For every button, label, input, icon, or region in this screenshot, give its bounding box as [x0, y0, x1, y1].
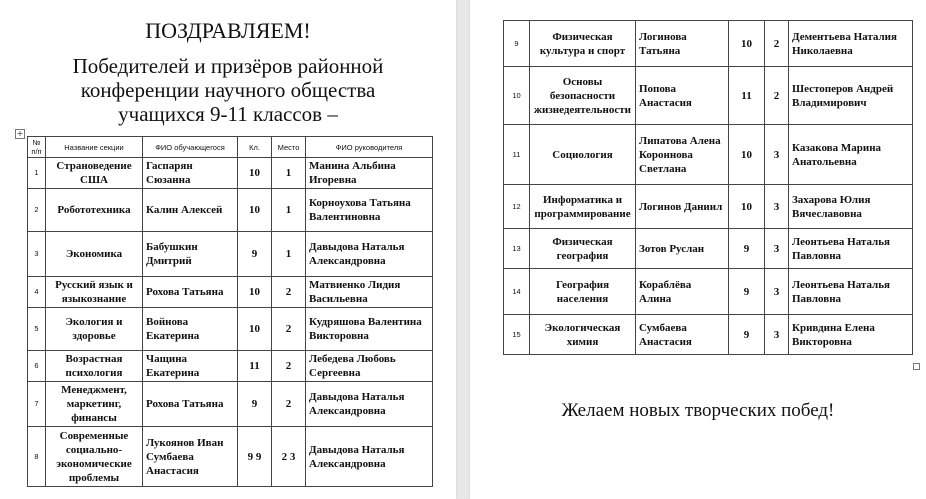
cell-section: Основы безопасности жизнедеятельности — [530, 67, 636, 125]
cell-section: Менеджмент, маркетинг, финансы — [46, 382, 143, 427]
cell-leader: Казакова Марина Анатольевна — [789, 125, 913, 185]
cell-num: 5 — [28, 308, 46, 351]
cell-student: Зотов Руслан — [636, 229, 729, 269]
cell-grade: 9 — [238, 232, 272, 277]
cell-grade: 9 — [729, 269, 765, 315]
cell-section: Современные социально-экономические проблемы — [46, 427, 143, 487]
cell-num: 12 — [504, 185, 530, 229]
cell-leader: Кривдина Елена Викторовна — [789, 315, 913, 355]
document-page-right — [470, 0, 926, 499]
cell-student: Рохова Татьяна — [143, 277, 238, 308]
table-row — [504, 269, 913, 315]
cell-place: 1 — [272, 158, 306, 189]
table-header-row — [28, 137, 433, 158]
cell-place: 3 — [765, 125, 789, 185]
cell-place: 2 — [765, 67, 789, 125]
cell-leader: Манина Альбина Игоревна — [306, 158, 433, 189]
cell-place: 3 — [765, 269, 789, 315]
cell-student: Логинов Даниил — [636, 185, 729, 229]
cell-leader: Матвиенко Лидия Васильевна — [306, 277, 433, 308]
cell-place: 2 — [272, 351, 306, 382]
cell-num: 14 — [504, 269, 530, 315]
table-row — [28, 232, 433, 277]
cell-leader: Давыдова Наталья Александровна — [306, 382, 433, 427]
table-row — [28, 308, 433, 351]
table-row — [504, 185, 913, 229]
cell-num: 11 — [504, 125, 530, 185]
cell-leader: Шестоперов Андрей Владимирович — [789, 67, 913, 125]
table-row — [28, 158, 433, 189]
cell-section: Экология и здоровье — [46, 308, 143, 351]
closing-wish: Желаем новых творческих побед! — [561, 400, 835, 421]
cell-place: 3 — [765, 229, 789, 269]
cell-place: 1 — [272, 189, 306, 232]
header-grade: Кл. — [238, 137, 272, 158]
cell-leader: Дементьева Наталия Николаевна — [789, 21, 913, 67]
cell-num: 9 — [504, 21, 530, 67]
cell-leader: Захарова Юлия Вячеславовна — [789, 185, 913, 229]
table-row — [504, 229, 913, 269]
cell-student: Гаспарян Сюзанна — [143, 158, 238, 189]
cell-student: Войнова Екатерина — [143, 308, 238, 351]
cell-place: 2 — [272, 382, 306, 427]
cell-student: Логинова Татьяна — [636, 21, 729, 67]
cell-section: Экономика — [46, 232, 143, 277]
table-row — [28, 427, 433, 487]
cell-leader: Леонтьева Наталья Павловна — [789, 229, 913, 269]
cell-leader: Леонтьева Наталья Павловна — [789, 269, 913, 315]
cell-grade: 11 — [238, 351, 272, 382]
cell-student: Бабушкин Дмитрий — [143, 232, 238, 277]
table-row — [504, 67, 913, 125]
cell-grade: 10 — [238, 158, 272, 189]
cell-grade: 10 — [238, 308, 272, 351]
cell-section: Возрастная психология — [46, 351, 143, 382]
cell-grade: 10 — [729, 21, 765, 67]
table-row — [28, 382, 433, 427]
document-page-left — [0, 0, 456, 499]
table-resize-handle[interactable] — [913, 363, 920, 370]
cell-section: География населения — [530, 269, 636, 315]
header-student: ФИО обучающегося — [143, 137, 238, 158]
cell-leader: Лебедева Любовь Сергеевна — [306, 351, 433, 382]
cell-student: Кораблёва Алина — [636, 269, 729, 315]
page-subtitle: Победителей и призёров районной конференции научного общества учащихся 9-11 классов – — [72, 54, 384, 126]
table-row — [28, 351, 433, 382]
cell-section: Русский язык и языкознание — [46, 277, 143, 308]
cell-num: 13 — [504, 229, 530, 269]
cell-grade: 11 — [729, 67, 765, 125]
cell-place: 2 — [272, 308, 306, 351]
table-row — [28, 189, 433, 232]
cell-section: Робототехника — [46, 189, 143, 232]
cell-student: Чащина Екатерина — [143, 351, 238, 382]
cell-num: 3 — [28, 232, 46, 277]
cell-place: 3 — [765, 185, 789, 229]
cell-num: 10 — [504, 67, 530, 125]
cell-grade: 10 — [729, 185, 765, 229]
cell-num: 7 — [28, 382, 46, 427]
cell-place: 1 — [272, 232, 306, 277]
cell-student: Попова Анастасия — [636, 67, 729, 125]
cell-section: Физическая культура и спорт — [530, 21, 636, 67]
cell-student: Лукоянов Иван Сумбаева Анастасия — [143, 427, 238, 487]
cell-place: 2 3 — [272, 427, 306, 487]
cell-grade: 9 — [729, 229, 765, 269]
cell-num: 15 — [504, 315, 530, 355]
cell-num: 2 — [28, 189, 46, 232]
header-leader: ФИО руководителя — [306, 137, 433, 158]
cell-leader: Давыдова Наталья Александровна — [306, 427, 433, 487]
cell-grade: 10 — [729, 125, 765, 185]
table-row — [504, 125, 913, 185]
cell-student: Калин Алексей — [143, 189, 238, 232]
header-num: № п/п — [28, 137, 46, 158]
table-row — [28, 277, 433, 308]
page-title: ПОЗДРАВЛЯЕМ! — [145, 18, 311, 43]
cell-place: 3 — [765, 315, 789, 355]
cell-grade: 10 — [238, 189, 272, 232]
cell-leader: Давыдова Наталья Александровна — [306, 232, 433, 277]
cell-student: Рохова Татьяна — [143, 382, 238, 427]
cell-place: 2 — [765, 21, 789, 67]
cell-student: Липатова Алена Короннова Светлана — [636, 125, 729, 185]
table-row — [504, 315, 913, 355]
cell-num: 4 — [28, 277, 46, 308]
cell-grade: 9 — [238, 382, 272, 427]
cell-grade: 9 9 — [238, 427, 272, 487]
cell-num: 6 — [28, 351, 46, 382]
cell-leader: Корноухова Татьяна Валентиновна — [306, 189, 433, 232]
header-place: Место — [272, 137, 306, 158]
header-section: Название секции — [46, 137, 143, 158]
table-move-handle-icon[interactable]: + — [16, 129, 24, 138]
cell-section: Физическая география — [530, 229, 636, 269]
cell-section: Информатика и программирование — [530, 185, 636, 229]
cell-section: Экологическая химия — [530, 315, 636, 355]
table-row — [504, 21, 913, 67]
results-table-part-1 — [27, 136, 433, 487]
results-table-part-2 — [503, 20, 913, 355]
cell-section: Страноведение США — [46, 158, 143, 189]
cell-place: 2 — [272, 277, 306, 308]
cell-section: Социология — [530, 125, 636, 185]
cell-num: 8 — [28, 427, 46, 487]
cell-num: 1 — [28, 158, 46, 189]
cell-student: Сумбаева Анастасия — [636, 315, 729, 355]
cell-grade: 10 — [238, 277, 272, 308]
cell-grade: 9 — [729, 315, 765, 355]
cell-leader: Кудряшова Валентина Викторовна — [306, 308, 433, 351]
